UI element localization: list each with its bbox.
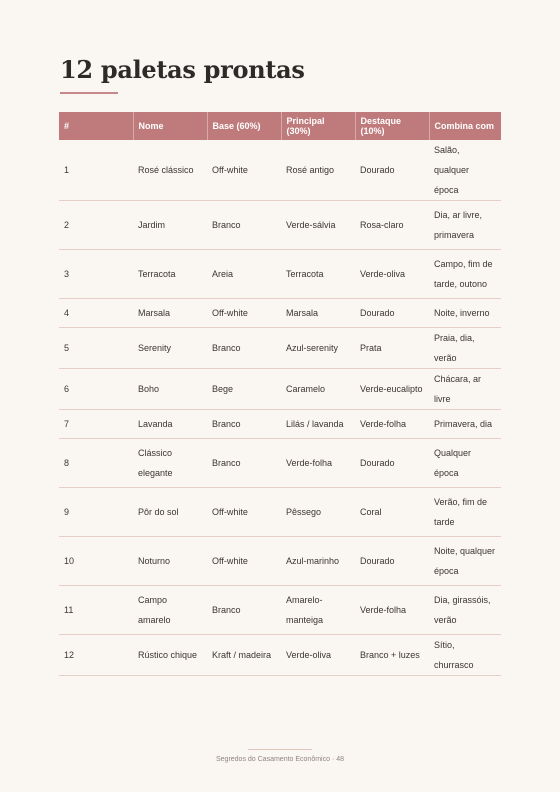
col-header-base: Base (60%) bbox=[207, 112, 281, 140]
cell-destaque: Dourado bbox=[355, 299, 429, 328]
cell-combina: Primavera, dia bbox=[429, 410, 501, 439]
cell-name: Rústico chique bbox=[133, 635, 207, 676]
table-row bbox=[59, 201, 501, 250]
table-row bbox=[59, 635, 501, 676]
cell-name: Rosé clássico bbox=[133, 140, 207, 201]
cell-base: Branco bbox=[207, 328, 281, 369]
cell-base: Branco bbox=[207, 201, 281, 250]
cell-name: Marsala bbox=[133, 299, 207, 328]
table-row bbox=[59, 250, 501, 299]
cell-name: Jardim bbox=[133, 201, 207, 250]
cell-principal: Verde-folha bbox=[281, 439, 355, 488]
cell-principal: Amarelo-manteiga bbox=[281, 586, 355, 635]
cell-combina: Qualquer época bbox=[429, 439, 501, 488]
cell-number: 7 bbox=[59, 410, 133, 439]
cell-base: Off-white bbox=[207, 537, 281, 586]
cell-destaque: Rosa-claro bbox=[355, 201, 429, 250]
cell-destaque: Verde-folha bbox=[355, 410, 429, 439]
cell-principal: Verde-sálvia bbox=[281, 201, 355, 250]
cell-destaque: Dourado bbox=[355, 140, 429, 201]
cell-number: 8 bbox=[59, 439, 133, 488]
col-header-name: Nome bbox=[133, 112, 207, 140]
cell-combina: Salão, qualquer época bbox=[429, 140, 501, 201]
cell-combina: Campo, fim de tarde, outono bbox=[429, 250, 501, 299]
col-header-combina: Combina com bbox=[429, 112, 501, 140]
col-header-number: # bbox=[59, 112, 133, 140]
cell-combina: Dia, ar livre, primavera bbox=[429, 201, 501, 250]
table-body bbox=[59, 140, 501, 676]
cell-principal: Lilás / lavanda bbox=[281, 410, 355, 439]
cell-number: 2 bbox=[59, 201, 133, 250]
cell-principal: Marsala bbox=[281, 299, 355, 328]
cell-number: 12 bbox=[59, 635, 133, 676]
cell-principal: Azul-marinho bbox=[281, 537, 355, 586]
cell-combina: Dia, girassóis, verão bbox=[429, 586, 501, 635]
cell-number: 11 bbox=[59, 586, 133, 635]
cell-number: 6 bbox=[59, 369, 133, 410]
cell-name: Boho bbox=[133, 369, 207, 410]
cell-destaque: Coral bbox=[355, 488, 429, 537]
cell-name: Noturno bbox=[133, 537, 207, 586]
cell-destaque: Dourado bbox=[355, 439, 429, 488]
table-row bbox=[59, 537, 501, 586]
cell-number: 10 bbox=[59, 537, 133, 586]
page-title: 12 paletas prontas bbox=[60, 55, 305, 84]
cell-base: Branco bbox=[207, 439, 281, 488]
cell-number: 5 bbox=[59, 328, 133, 369]
cell-base: Areia bbox=[207, 250, 281, 299]
cell-destaque: Prata bbox=[355, 328, 429, 369]
cell-combina: Chácara, ar livre bbox=[429, 369, 501, 410]
table-row bbox=[59, 439, 501, 488]
col-header-destaque: Destaque (10%) bbox=[355, 112, 429, 140]
table-row bbox=[59, 140, 501, 201]
cell-principal: Terracota bbox=[281, 250, 355, 299]
title-underline bbox=[60, 92, 118, 94]
cell-number: 3 bbox=[59, 250, 133, 299]
cell-destaque: Verde-oliva bbox=[355, 250, 429, 299]
cell-destaque: Verde-eucalipto bbox=[355, 369, 429, 410]
cell-name: Clássico elegante bbox=[133, 439, 207, 488]
table-row bbox=[59, 328, 501, 369]
cell-name: Terracota bbox=[133, 250, 207, 299]
cell-combina: Verão, fim de tarde bbox=[429, 488, 501, 537]
cell-base: Bege bbox=[207, 369, 281, 410]
cell-combina: Noite, inverno bbox=[429, 299, 501, 328]
cell-principal: Rosé antigo bbox=[281, 140, 355, 201]
cell-principal: Verde-oliva bbox=[281, 635, 355, 676]
cell-base: Off-white bbox=[207, 140, 281, 201]
col-header-principal: Principal (30%) bbox=[281, 112, 355, 140]
cell-number: 9 bbox=[59, 488, 133, 537]
cell-base: Off-white bbox=[207, 299, 281, 328]
cell-combina: Praia, dia, verão bbox=[429, 328, 501, 369]
footer-divider bbox=[248, 749, 312, 750]
cell-principal: Azul-serenity bbox=[281, 328, 355, 369]
cell-name: Campo amarelo bbox=[133, 586, 207, 635]
cell-base: Branco bbox=[207, 586, 281, 635]
cell-destaque: Branco + luzes bbox=[355, 635, 429, 676]
cell-base: Kraft / madeira bbox=[207, 635, 281, 676]
cell-name: Serenity bbox=[133, 328, 207, 369]
cell-name: Lavanda bbox=[133, 410, 207, 439]
cell-destaque: Verde-folha bbox=[355, 586, 429, 635]
palettes-table bbox=[59, 112, 501, 676]
cell-base: Off-white bbox=[207, 488, 281, 537]
table-row bbox=[59, 299, 501, 328]
cell-principal: Caramelo bbox=[281, 369, 355, 410]
cell-principal: Pêssego bbox=[281, 488, 355, 537]
cell-base: Branco bbox=[207, 410, 281, 439]
cell-combina: Sítio, churrasco bbox=[429, 635, 501, 676]
table-header-row bbox=[59, 112, 501, 140]
table-row bbox=[59, 369, 501, 410]
table-row bbox=[59, 488, 501, 537]
cell-combina: Noite, qualquer época bbox=[429, 537, 501, 586]
cell-name: Pôr do sol bbox=[133, 488, 207, 537]
cell-number: 4 bbox=[59, 299, 133, 328]
cell-number: 1 bbox=[59, 140, 133, 201]
cell-destaque: Dourado bbox=[355, 537, 429, 586]
table-row bbox=[59, 586, 501, 635]
page-footer: Segredos do Casamento Econômico · 48 bbox=[215, 756, 345, 763]
table-row bbox=[59, 410, 501, 439]
